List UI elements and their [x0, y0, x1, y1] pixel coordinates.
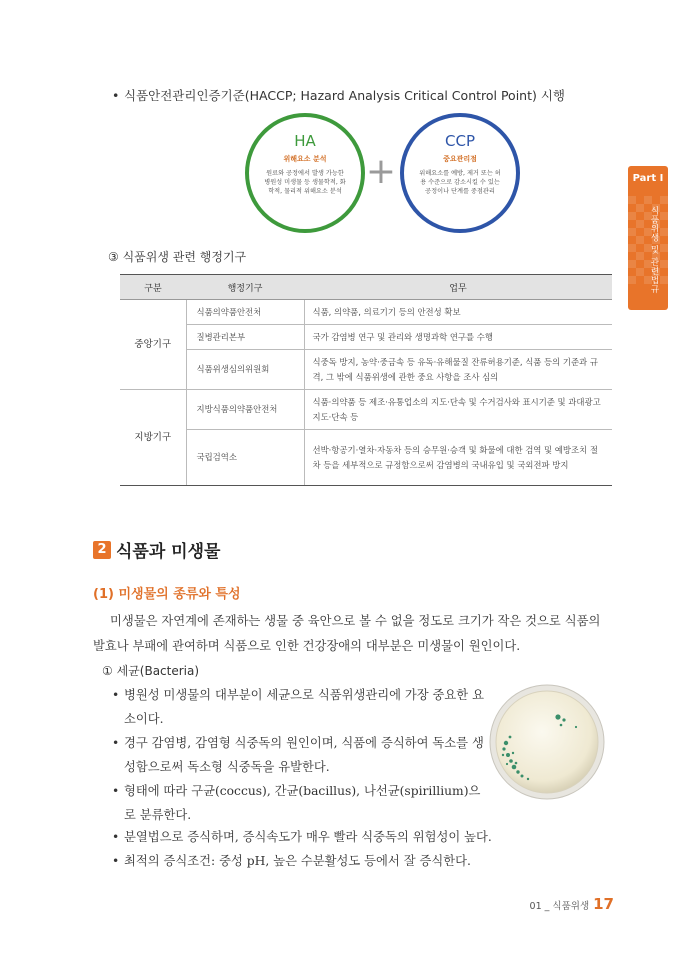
bullet-mark: •	[112, 854, 120, 868]
bullet-mark: •	[112, 736, 120, 750]
bacteria-heading	[102, 662, 199, 679]
header-duty: 업무	[304, 275, 612, 300]
list-item	[112, 779, 484, 827]
header-category: 구분	[120, 275, 186, 300]
agency-cell: 국립검역소	[186, 430, 304, 486]
subsection1-title: (1) 미생물의 종류와 특성	[93, 587, 241, 602]
bullet-text: 병원성 미생물의 대부분이 세균으로 식품위생관리에 가장 중요한 요소이다.	[124, 688, 484, 726]
bullet-mark: •	[112, 784, 120, 798]
bullet-text: 형태에 따라 구균(coccus), 간균(bacillus), 나선균(spirillium)으로 분류한다.	[124, 784, 481, 822]
ccp-body: 위해요소를 예방, 제거 또는 허용 수준으로 감소시킬 수 있는 공정이나 단계를 중점관리	[419, 170, 501, 195]
side-tab-part: Part Ⅰ	[632, 173, 664, 184]
haccp-bullet	[112, 86, 565, 104]
section2-title: 식품과 미생물	[116, 542, 221, 562]
table-header-row	[120, 275, 612, 300]
table-row	[120, 325, 612, 350]
bullet-text: 최적의 증식조건: 중성 pH, 높은 수분활성도 등에서 잘 증식한다.	[124, 854, 471, 868]
agency-cell: 질병관리본부	[186, 325, 304, 350]
duty-cell: 식품·의약품 등 제조·유통업소의 지도·단속 및 수거검사와 표시기준 및 과대광고 지도·단속 등	[304, 390, 612, 430]
list-item	[112, 849, 612, 873]
petri-dish-image	[488, 683, 606, 801]
duty-cell: 식품, 의약품, 의료기기 등의 안전성 확보	[304, 300, 612, 325]
page-number: 17	[593, 895, 614, 913]
plus-icon: +	[365, 151, 397, 192]
bacteria-title: 세균(Bacteria)	[116, 664, 200, 678]
header-agency: 행정기구	[186, 275, 304, 300]
haccp-text: 식품안전관리인증기준(HACCP; Hazard Analysis Critical Control Point) 시행	[124, 88, 566, 103]
ha-circle	[245, 113, 365, 233]
duty-cell: 선박·항공기·열차·자동차 등의 승무원·승객 및 화물에 대한 검역 및 예방조치 절차 등을 세부적으로 규정함으로써 감염병의 국내유입 및 국외전파 방지	[304, 430, 612, 486]
bullet-mark: •	[112, 688, 120, 702]
group-local: 지방기구	[120, 390, 186, 486]
bacteria-number: ①	[102, 664, 113, 678]
ccp-subtitle: 중요관리점	[443, 155, 477, 163]
table-row	[120, 350, 612, 390]
section3-heading	[108, 248, 246, 265]
bullet-mark: •	[112, 830, 120, 844]
list-item	[112, 683, 484, 731]
intro-paragraph: 미생물은 자연계에 존재하는 생물 중 육안으로 볼 수 없을 정도로 크기가 작은 것으로 식품의 발효나 부패에 관여하며 식품으로 인한 건강장애의 대부분은 미생물이 원인이다.	[93, 614, 601, 653]
list-item	[112, 825, 612, 849]
agency-cell: 지방식품의약품안전처	[186, 390, 304, 430]
section3-number: ③	[108, 250, 119, 264]
admin-agency-table	[120, 274, 612, 486]
table-row	[120, 390, 612, 430]
ccp-circle	[400, 113, 520, 233]
section3-title: 식품위생 관련 행정기구	[122, 250, 247, 264]
section2-badge: 2	[93, 541, 111, 559]
agency-cell: 식품위생심의위원회	[186, 350, 304, 390]
footer-chapter: 01 _ 식품위생	[529, 901, 590, 912]
duty-cell: 국가 감염병 연구 및 관리와 생명과학 연구를 수행	[304, 325, 612, 350]
table-row	[120, 300, 612, 325]
ha-title: HA	[294, 132, 316, 150]
section2-heading	[93, 537, 220, 562]
agency-cell: 식품의약품안전처	[186, 300, 304, 325]
page-footer	[530, 894, 614, 913]
group-central: 중앙기구	[120, 300, 186, 390]
duty-cell: 식중독 방지, 농약·중금속 등 유독·유해물질 잔류허용기준, 식품 등의 기준과 규격, 그 밖에 식품위생에 관한 중요 사항을 조사 심의	[304, 350, 612, 390]
bullet-mark: •	[112, 88, 120, 103]
ccp-title: CCP	[445, 132, 475, 150]
bullet-text: 경구 감염병, 감염형 식중독의 원인이며, 식품에 증식하여 독소를 생성함으로써 독소형 식중독을 유발한다.	[124, 736, 484, 774]
side-tab-label: 식품위생 및 관련법규	[649, 206, 659, 294]
bullet-text: 분열법으로 증식하며, 증식속도가 매우 빨라 식중독의 위험성이 높다.	[124, 830, 492, 844]
list-item	[112, 731, 484, 779]
table-row	[120, 430, 612, 486]
ha-subtitle: 위해요소 분석	[283, 155, 327, 163]
ha-body: 원료와 공정에서 발생 가능한 병원성 미생물 등 생물학적, 화학적, 물리적 위해요소 분석	[264, 170, 346, 195]
